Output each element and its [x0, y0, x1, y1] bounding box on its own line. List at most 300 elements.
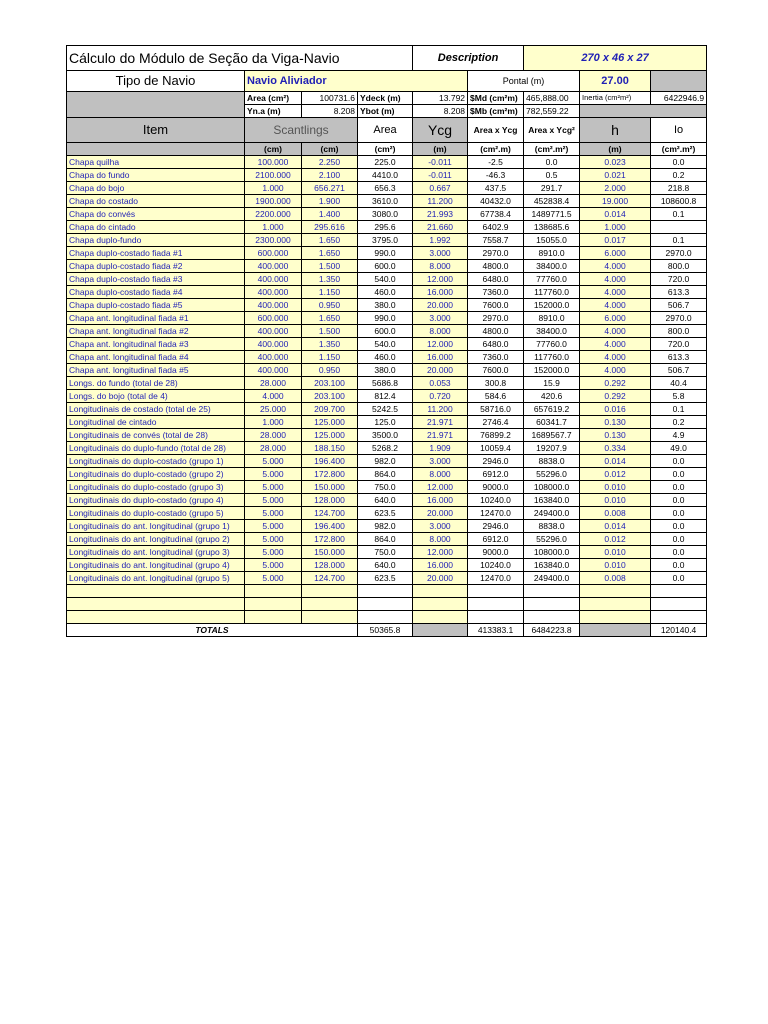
area-ycg-cell: 6480.0 [468, 273, 524, 286]
table-row [67, 481, 707, 494]
section-modulus-table [66, 45, 707, 637]
scantling-b[interactable]: 125.000 [302, 416, 358, 429]
area-cell: 600.0 [358, 260, 413, 273]
item-name[interactable]: Chapa ant. longitudinal fiada #3 [67, 338, 245, 351]
io-cell: 0.0 [651, 572, 707, 585]
scantling-b[interactable]: 125.000 [302, 429, 358, 442]
scantling-b[interactable]: 1.350 [302, 338, 358, 351]
ycg-cell[interactable]: 1.992 [413, 234, 468, 247]
h-cell[interactable]: 19.000 [580, 195, 651, 208]
h-cell[interactable]: 2.000 [580, 182, 651, 195]
ycg-cell[interactable]: 3.000 [413, 455, 468, 468]
scantling-a[interactable]: 1.000 [245, 416, 302, 429]
area-ycg-cell: 7600.0 [468, 364, 524, 377]
description-value[interactable]: 270 x 46 x 27 [524, 46, 707, 71]
io-cell: 720.0 [651, 338, 707, 351]
area-cell: 640.0 [358, 494, 413, 507]
area-ycg-cell: 2970.0 [468, 312, 524, 325]
scantling-a[interactable]: 400.000 [245, 299, 302, 312]
scantling-a[interactable]: 28.000 [245, 429, 302, 442]
item-name[interactable]: Chapa duplo-fundo [67, 234, 245, 247]
area-ycg2-cell: 15.9 [524, 377, 580, 390]
scantling-b[interactable]: 656.271 [302, 182, 358, 195]
scantling-a[interactable]: 2100.000 [245, 169, 302, 182]
item-name[interactable]: Longitudinais do ant. longitudinal (grupo 2) [67, 533, 245, 546]
area-ycg2-cell: 163840.0 [524, 494, 580, 507]
scantling-b[interactable]: 1.150 [302, 351, 358, 364]
io-cell: 2970.0 [651, 247, 707, 260]
scantling-a[interactable]: 600.000 [245, 247, 302, 260]
h-cell[interactable]: 0.292 [580, 377, 651, 390]
io-cell: 108600.8 [651, 195, 707, 208]
col-area: Area [358, 118, 413, 143]
totals-area-ycg2: 6484223.8 [524, 624, 580, 637]
area-ycg-cell: 12470.0 [468, 572, 524, 585]
ycg-cell[interactable]: 0.053 [413, 377, 468, 390]
scantling-a[interactable]: 25.000 [245, 403, 302, 416]
table-row [67, 260, 707, 273]
area-ycg-cell: 67738.4 [468, 208, 524, 221]
item-name[interactable]: Chapa duplo-costado fiada #1 [67, 247, 245, 260]
area-ycg-cell: 7558.7 [468, 234, 524, 247]
item-name[interactable]: Chapa quilha [67, 156, 245, 169]
table-row [67, 455, 707, 468]
scantling-a[interactable]: 5.000 [245, 481, 302, 494]
area-cell: 5686.8 [358, 377, 413, 390]
area-ycg-cell: 2746.4 [468, 416, 524, 429]
area-ycg-cell: 7360.0 [468, 286, 524, 299]
h-cell[interactable]: 0.010 [580, 546, 651, 559]
ycg-cell[interactable]: 0.720 [413, 390, 468, 403]
scantling-b[interactable]: 150.000 [302, 546, 358, 559]
table-row [67, 247, 707, 260]
item-name[interactable]: Longitudinal de cintado [67, 416, 245, 429]
scantling-b[interactable]: 209.700 [302, 403, 358, 416]
title-row [67, 46, 707, 71]
ycg-cell[interactable]: 8.000 [413, 468, 468, 481]
scantling-b[interactable]: 196.400 [302, 455, 358, 468]
h-cell[interactable]: 4.000 [580, 299, 651, 312]
item-name[interactable]: Chapa duplo-costado fiada #2 [67, 260, 245, 273]
empty-cell[interactable] [245, 585, 302, 598]
empty-cell[interactable] [580, 598, 651, 611]
blank-row [67, 598, 707, 611]
scantling-a[interactable]: 5.000 [245, 546, 302, 559]
area-cell: 812.4 [358, 390, 413, 403]
scantling-b[interactable]: 1.400 [302, 208, 358, 221]
item-name[interactable]: Chapa ant. longitudinal fiada #2 [67, 325, 245, 338]
area-ycg2-cell: 108000.0 [524, 546, 580, 559]
area-ycg-cell: 9000.0 [468, 481, 524, 494]
h-cell[interactable]: 0.130 [580, 416, 651, 429]
item-name[interactable]: Longitudinais do ant. longitudinal (grupo 3) [67, 546, 245, 559]
scantling-a[interactable]: 400.000 [245, 273, 302, 286]
col-area-ycg: Area x Ycg [468, 118, 524, 143]
empty-cell[interactable] [245, 598, 302, 611]
scantling-a[interactable]: 1.000 [245, 221, 302, 234]
h-cell[interactable]: 0.021 [580, 169, 651, 182]
empty-cell [358, 585, 413, 598]
ycg-cell[interactable]: 3.000 [413, 312, 468, 325]
area-ycg-cell: 584.6 [468, 390, 524, 403]
item-name[interactable]: Longitudinais do duplo-fundo (total de 28) [67, 442, 245, 455]
item-name[interactable]: Chapa do convés [67, 208, 245, 221]
table-row [67, 520, 707, 533]
scantling-b[interactable]: 0.950 [302, 364, 358, 377]
item-name[interactable]: Longitudinais do duplo-costado (grupo 4) [67, 494, 245, 507]
ycg-cell[interactable]: 0.667 [413, 182, 468, 195]
ycg-cell[interactable]: 16.000 [413, 286, 468, 299]
h-cell[interactable]: 0.014 [580, 520, 651, 533]
area-ycg2-cell: 117760.0 [524, 286, 580, 299]
item-name[interactable]: Chapa do fundo [67, 169, 245, 182]
h-cell[interactable]: 0.292 [580, 390, 651, 403]
area-cell: 750.0 [358, 481, 413, 494]
io-cell: 2970.0 [651, 312, 707, 325]
io-cell: 0.0 [651, 533, 707, 546]
area-cell: 4410.0 [358, 169, 413, 182]
empty-cell[interactable] [580, 611, 651, 624]
ycg-cell[interactable]: 21.971 [413, 416, 468, 429]
item-name[interactable]: Longitudinais do duplo-costado (grupo 3) [67, 481, 245, 494]
h-cell[interactable]: 4.000 [580, 338, 651, 351]
scantling-b[interactable]: 1.900 [302, 195, 358, 208]
ycg-cell[interactable]: 8.000 [413, 533, 468, 546]
area-ycg2-cell: 77760.0 [524, 338, 580, 351]
area-ycg2-cell: 8838.0 [524, 455, 580, 468]
area-ycg-cell: 7600.0 [468, 299, 524, 312]
h-cell[interactable]: 6.000 [580, 247, 651, 260]
scantling-b[interactable]: 1.500 [302, 325, 358, 338]
ycg-cell[interactable]: 20.000 [413, 572, 468, 585]
area-cell: 864.0 [358, 533, 413, 546]
h-cell[interactable]: 0.008 [580, 507, 651, 520]
item-name[interactable]: Longitudinais do duplo-costado (grupo 2) [67, 468, 245, 481]
area-ycg-cell: 7360.0 [468, 351, 524, 364]
ycg-cell[interactable]: 3.000 [413, 247, 468, 260]
h-cell[interactable]: 0.014 [580, 455, 651, 468]
h-cell[interactable]: 1.000 [580, 221, 651, 234]
io-cell: 0.1 [651, 403, 707, 416]
item-name[interactable]: Chapa duplo-costado fiada #4 [67, 286, 245, 299]
area-cell: 5242.5 [358, 403, 413, 416]
empty-cell [524, 611, 580, 624]
empty-cell[interactable] [413, 598, 468, 611]
ycg-cell[interactable]: 20.000 [413, 299, 468, 312]
area-ycg2-cell: 77760.0 [524, 273, 580, 286]
scantling-b[interactable]: 1.650 [302, 312, 358, 325]
scantling-a[interactable]: 5.000 [245, 533, 302, 546]
h-cell[interactable]: 0.012 [580, 533, 651, 546]
io-cell: 0.0 [651, 507, 707, 520]
scantling-b[interactable]: 1.650 [302, 247, 358, 260]
h-cell[interactable]: 0.130 [580, 429, 651, 442]
scantling-b[interactable]: 1.650 [302, 234, 358, 247]
scantling-b[interactable]: 1.150 [302, 286, 358, 299]
item-name[interactable]: Chapa ant. longitudinal fiada #4 [67, 351, 245, 364]
table-row [67, 221, 707, 234]
io-cell: 5.8 [651, 390, 707, 403]
empty-cell[interactable] [302, 585, 358, 598]
area-ycg2-cell: 55296.0 [524, 468, 580, 481]
area-ycg2-cell: 38400.0 [524, 260, 580, 273]
scantling-a[interactable]: 5.000 [245, 572, 302, 585]
scantling-a[interactable]: 28.000 [245, 377, 302, 390]
scantling-b[interactable]: 150.000 [302, 481, 358, 494]
io-cell: 0.0 [651, 494, 707, 507]
unit-col4: (m) [413, 143, 468, 156]
area-total-value: 100731.6 [302, 92, 358, 105]
area-ycg-cell: 2970.0 [468, 247, 524, 260]
scantling-b[interactable]: 1.350 [302, 273, 358, 286]
area-ycg2-cell: 657619.2 [524, 403, 580, 416]
ycg-cell[interactable]: 21.660 [413, 221, 468, 234]
ycg-cell[interactable]: 12.000 [413, 273, 468, 286]
units-blank [67, 143, 245, 156]
item-name[interactable]: Longitudinais do ant. longitudinal (grupo 1) [67, 520, 245, 533]
item-name[interactable]: Longs. do bojo (total de 4) [67, 390, 245, 403]
item-name[interactable]: Chapa duplo-costado fiada #3 [67, 273, 245, 286]
scantling-a[interactable]: 400.000 [245, 364, 302, 377]
scantling-b[interactable]: 196.400 [302, 520, 358, 533]
pontal-value[interactable]: 27.00 [580, 71, 651, 92]
item-name[interactable]: Longitudinais do ant. longitudinal (grupo 4) [67, 559, 245, 572]
empty-cell[interactable] [245, 611, 302, 624]
area-ycg-cell: 437.5 [468, 182, 524, 195]
scantling-a[interactable]: 400.000 [245, 286, 302, 299]
scantling-b[interactable]: 2.100 [302, 169, 358, 182]
scantling-b[interactable]: 1.500 [302, 260, 358, 273]
empty-cell[interactable] [67, 611, 245, 624]
h-cell[interactable]: 0.017 [580, 234, 651, 247]
h-cell[interactable]: 0.010 [580, 559, 651, 572]
io-cell: 0.0 [651, 481, 707, 494]
scantling-a[interactable]: 5.000 [245, 494, 302, 507]
tipo-row [67, 71, 707, 92]
scantling-b[interactable]: 188.150 [302, 442, 358, 455]
io-cell: 613.3 [651, 351, 707, 364]
ycg-cell[interactable]: 12.000 [413, 338, 468, 351]
scantling-a[interactable]: 5.000 [245, 455, 302, 468]
scantling-b[interactable]: 124.700 [302, 507, 358, 520]
item-name[interactable]: Longs. do fundo (total de 28) [67, 377, 245, 390]
item-name[interactable]: Longitudinais de convés (total de 28) [67, 429, 245, 442]
ycg-cell[interactable]: 12.000 [413, 481, 468, 494]
ycg-cell[interactable]: 21.993 [413, 208, 468, 221]
scantling-a[interactable]: 5.000 [245, 559, 302, 572]
ycg-cell[interactable]: 21.971 [413, 429, 468, 442]
scantling-a[interactable]: 100.000 [245, 156, 302, 169]
tipo-value[interactable]: Navio Aliviador [245, 71, 468, 92]
units-row [67, 143, 707, 156]
item-name[interactable]: Chapa do cintado [67, 221, 245, 234]
ycg-cell[interactable]: 3.000 [413, 520, 468, 533]
item-name[interactable]: Chapa do bojo [67, 182, 245, 195]
scantling-b[interactable]: 2.250 [302, 156, 358, 169]
area-cell: 540.0 [358, 273, 413, 286]
area-cell: 540.0 [358, 338, 413, 351]
ycg-cell[interactable]: 16.000 [413, 559, 468, 572]
yna-value: 8.208 [302, 105, 358, 118]
table-row [67, 169, 707, 182]
h-cell[interactable]: 4.000 [580, 325, 651, 338]
scantling-b[interactable]: 124.700 [302, 572, 358, 585]
io-cell: 0.0 [651, 546, 707, 559]
ycg-cell[interactable]: -0.011 [413, 169, 468, 182]
empty-cell[interactable] [67, 585, 245, 598]
empty-cell[interactable] [413, 611, 468, 624]
area-cell: 295.6 [358, 221, 413, 234]
scantling-a[interactable]: 400.000 [245, 325, 302, 338]
totals-io: 120140.4 [651, 624, 707, 637]
table-row [67, 286, 707, 299]
table-row [67, 559, 707, 572]
empty-cell[interactable] [580, 585, 651, 598]
empty-cell [468, 598, 524, 611]
item-name[interactable]: Longitudinais de costado (total de 25) [67, 403, 245, 416]
area-ycg-cell: 10240.0 [468, 559, 524, 572]
inertia-label: Inertia (cm²m²) [580, 92, 651, 105]
scantling-a[interactable]: 1.000 [245, 182, 302, 195]
item-name[interactable]: Longitudinais do ant. longitudinal (grupo 5) [67, 572, 245, 585]
area-ycg2-cell: 1689567.7 [524, 429, 580, 442]
scantling-b[interactable]: 172.800 [302, 533, 358, 546]
col-ycg: Ycg [413, 118, 468, 143]
ycg-cell[interactable]: 11.200 [413, 403, 468, 416]
item-name[interactable]: Longitudinais do duplo-costado (grupo 1) [67, 455, 245, 468]
h-cell[interactable]: 4.000 [580, 364, 651, 377]
item-name[interactable]: Chapa duplo-costado fiada #5 [67, 299, 245, 312]
area-cell: 5268.2 [358, 442, 413, 455]
area-ycg2-cell: 152000.0 [524, 364, 580, 377]
scantling-a[interactable]: 28.000 [245, 442, 302, 455]
ybot-value: 8.208 [413, 105, 468, 118]
table-row [67, 572, 707, 585]
scantling-a[interactable]: 5.000 [245, 468, 302, 481]
empty-cell[interactable] [302, 611, 358, 624]
area-ycg-cell: 6402.9 [468, 221, 524, 234]
ycg-cell[interactable]: 1.909 [413, 442, 468, 455]
h-cell[interactable]: 4.000 [580, 260, 651, 273]
table-row [67, 195, 707, 208]
io-cell: 0.0 [651, 559, 707, 572]
h-cell[interactable]: 4.000 [580, 351, 651, 364]
scantling-b[interactable]: 295.616 [302, 221, 358, 234]
scantling-a[interactable]: 1900.000 [245, 195, 302, 208]
area-ycg2-cell: 8910.0 [524, 312, 580, 325]
empty-cell [524, 598, 580, 611]
scantling-a[interactable]: 2200.000 [245, 208, 302, 221]
ycg-cell[interactable]: 12.000 [413, 546, 468, 559]
item-name[interactable]: Chapa ant. longitudinal fiada #5 [67, 364, 245, 377]
h-cell[interactable]: 0.010 [580, 494, 651, 507]
spreadsheet [66, 45, 706, 637]
ycg-cell[interactable]: 16.000 [413, 351, 468, 364]
empty-cell[interactable] [413, 585, 468, 598]
h-cell[interactable]: 4.000 [580, 273, 651, 286]
scantling-a[interactable]: 4.000 [245, 390, 302, 403]
area-ycg2-cell: 55296.0 [524, 533, 580, 546]
h-cell[interactable]: 0.008 [580, 572, 651, 585]
table-row [67, 312, 707, 325]
scantling-b[interactable]: 172.800 [302, 468, 358, 481]
item-name[interactable]: Chapa ant. longitudinal fiada #1 [67, 312, 245, 325]
empty-cell[interactable] [67, 598, 245, 611]
item-name[interactable]: Longitudinais do duplo-costado (grupo 5) [67, 507, 245, 520]
io-cell: 0.0 [651, 156, 707, 169]
io-cell: 218.8 [651, 182, 707, 195]
ycg-cell[interactable]: 8.000 [413, 260, 468, 273]
col-io: Io [651, 118, 707, 143]
area-ycg-cell: 40432.0 [468, 195, 524, 208]
table-row [67, 377, 707, 390]
h-cell[interactable]: 0.023 [580, 156, 651, 169]
io-cell: 0.0 [651, 468, 707, 481]
table-row [67, 390, 707, 403]
h-cell[interactable]: 0.014 [580, 208, 651, 221]
area-cell: 990.0 [358, 312, 413, 325]
scantling-b[interactable]: 128.000 [302, 494, 358, 507]
area-ycg2-cell: 117760.0 [524, 351, 580, 364]
h-cell[interactable]: 0.334 [580, 442, 651, 455]
h-cell[interactable]: 4.000 [580, 286, 651, 299]
area-ycg2-cell: 452838.4 [524, 195, 580, 208]
ycg-cell[interactable]: -0.011 [413, 156, 468, 169]
empty-cell[interactable] [302, 598, 358, 611]
scantling-a[interactable]: 400.000 [245, 338, 302, 351]
scantling-a[interactable]: 2300.000 [245, 234, 302, 247]
scantling-a[interactable]: 600.000 [245, 312, 302, 325]
ycg-cell[interactable]: 20.000 [413, 507, 468, 520]
area-ycg-cell: 6912.0 [468, 533, 524, 546]
scantling-b[interactable]: 0.950 [302, 299, 358, 312]
area-cell: 640.0 [358, 559, 413, 572]
totals-blank [580, 624, 651, 637]
area-cell: 3080.0 [358, 208, 413, 221]
area-ycg2-cell: 420.6 [524, 390, 580, 403]
h-cell[interactable]: 6.000 [580, 312, 651, 325]
scantling-a[interactable]: 5.000 [245, 520, 302, 533]
scantling-a[interactable]: 5.000 [245, 507, 302, 520]
smd-value: 465,888.00 [524, 92, 580, 105]
blank-cell [651, 71, 707, 92]
ycg-cell[interactable]: 8.000 [413, 325, 468, 338]
area-ycg2-cell: 1489771.5 [524, 208, 580, 221]
scantling-b[interactable]: 203.100 [302, 390, 358, 403]
h-cell[interactable]: 0.016 [580, 403, 651, 416]
area-ycg-cell: 4800.0 [468, 260, 524, 273]
scantling-a[interactable]: 400.000 [245, 351, 302, 364]
area-cell: 982.0 [358, 455, 413, 468]
scantling-b[interactable]: 128.000 [302, 559, 358, 572]
area-ycg-cell: 10240.0 [468, 494, 524, 507]
h-cell[interactable]: 0.010 [580, 481, 651, 494]
io-cell: 613.3 [651, 286, 707, 299]
io-cell: 506.7 [651, 364, 707, 377]
pontal-label: Pontal (m) [468, 71, 580, 92]
scantling-b[interactable]: 203.100 [302, 377, 358, 390]
ycg-cell[interactable]: 11.200 [413, 195, 468, 208]
scantling-a[interactable]: 400.000 [245, 260, 302, 273]
area-ycg2-cell: 0.5 [524, 169, 580, 182]
ycg-cell[interactable]: 16.000 [413, 494, 468, 507]
io-cell: 40.4 [651, 377, 707, 390]
smb-label: $Mb (cm²m) [468, 105, 524, 118]
item-name[interactable]: Chapa do costado [67, 195, 245, 208]
h-cell[interactable]: 0.012 [580, 468, 651, 481]
ycg-cell[interactable]: 20.000 [413, 364, 468, 377]
area-ycg2-cell: 249400.0 [524, 507, 580, 520]
